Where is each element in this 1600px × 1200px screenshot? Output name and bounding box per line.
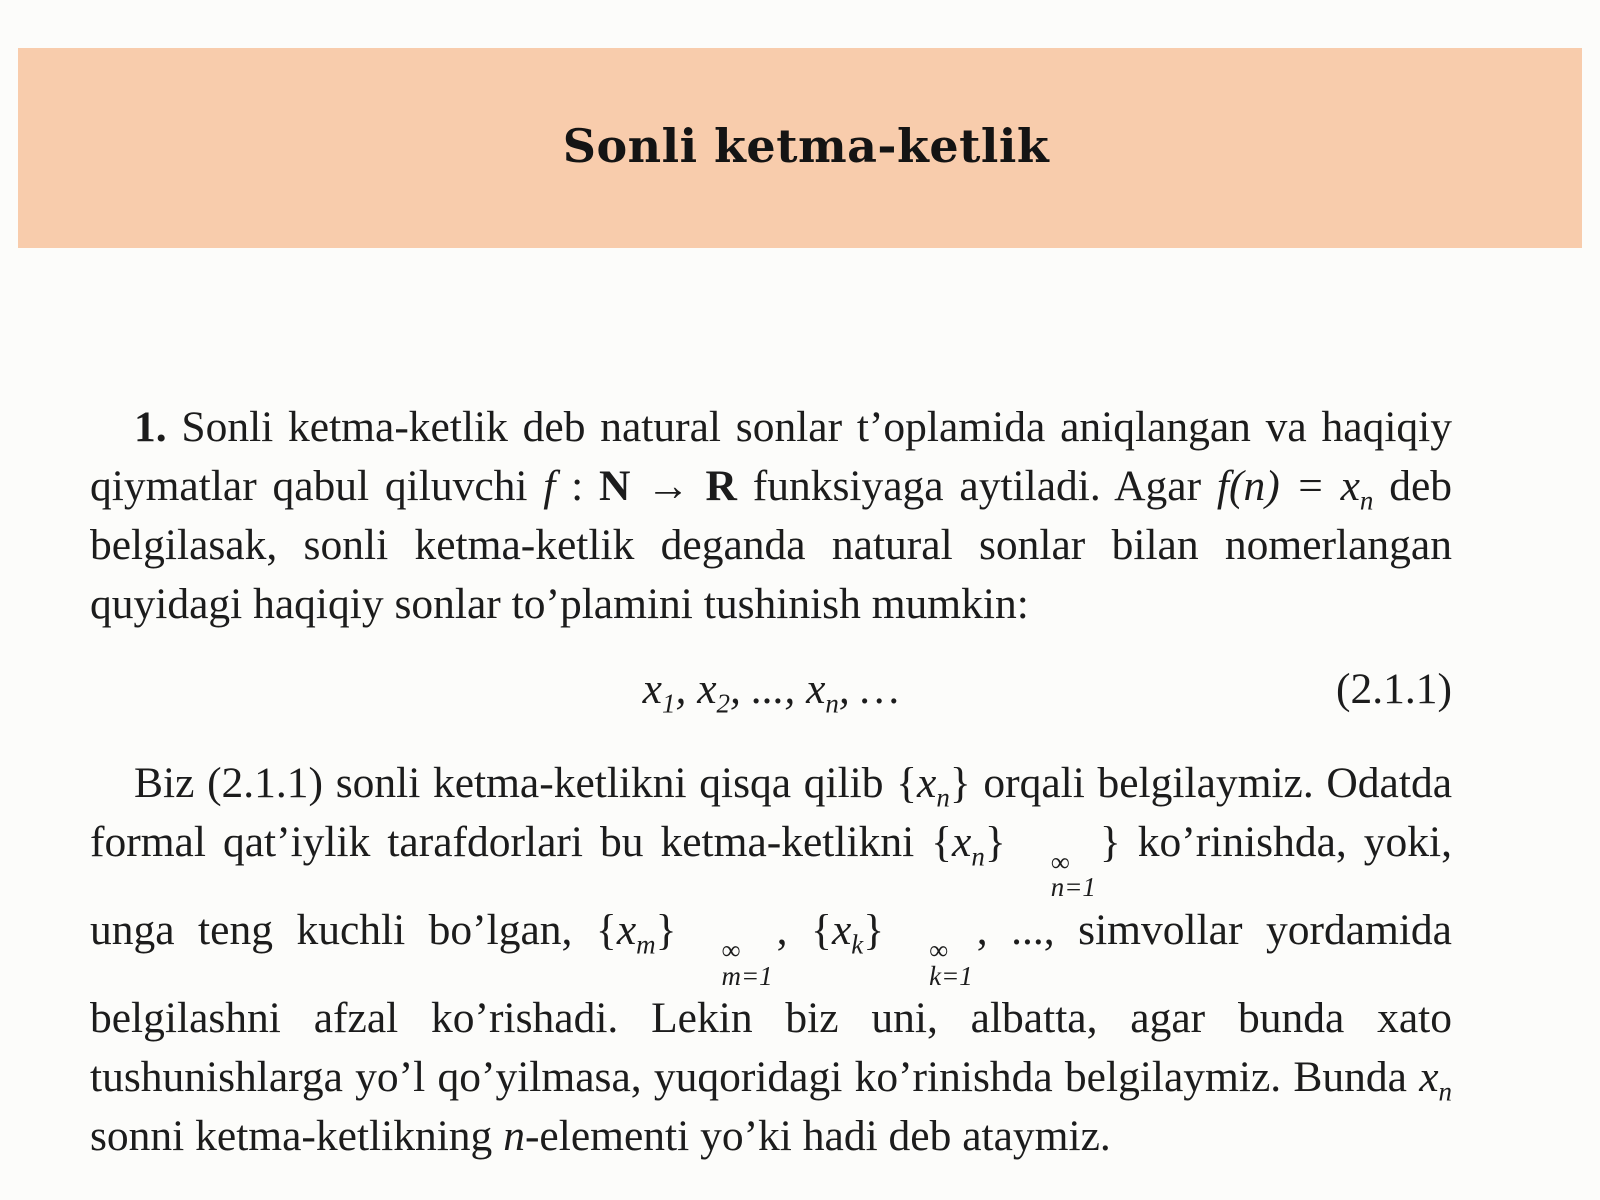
content-body <box>90 398 1452 1166</box>
math-expression: (n) = x <box>1228 462 1360 510</box>
math-x: x <box>616 906 637 955</box>
text-fragment: funksiyaga aytiladi. Agar <box>736 462 1217 510</box>
math-subscript: n <box>1359 485 1374 516</box>
limits <box>678 934 773 991</box>
lower-limit: m=1 <box>721 960 773 991</box>
text-fragment: } ko’rinishda, yoki, unga teng kuchli bo’lgan, { <box>90 818 1453 955</box>
infinity-symbol: ∞ <box>721 934 741 965</box>
definition-paragraph <box>90 398 1452 634</box>
equation-number: (2.1.1) <box>1336 665 1452 713</box>
math-x: x <box>917 759 937 807</box>
text-fragment: deb belgilasak, sonli ketma-ketlik deganda natural sonlar bilan nomerlangan quyidagi haqiqiy sonlar to’plamini tushinish mumkin: <box>90 462 1453 628</box>
ellipsis: , … <box>838 665 900 713</box>
math-subscript: 2 <box>716 688 730 719</box>
text-fragment: : <box>555 462 600 510</box>
math-subscript: n <box>825 688 839 719</box>
math-subscript: n <box>971 841 985 872</box>
sequence-equation <box>90 660 1452 719</box>
math-symbol-f: f <box>1216 462 1229 510</box>
text-fragment: -elementi yo’ki hadi deb ataymiz. <box>524 1112 1111 1161</box>
item-number: 1. <box>134 403 167 451</box>
infinity-symbol: ∞ <box>929 934 949 965</box>
notation-paragraph: Biz (2.1.1) sonli ketma-ketlikni qisqa qilib $\{x_n\}$ orqali belgilaymiz. Odatda formal qat’iylik tarafdorlari bu ketma-ketlikni $\{x_n\}$ ∞ n=1 } ko’rinishda, yoki, unga teng kuchli bo’lgan, $\{x_m\}$ ∞ m=1 , $\{x_k\}$ ∞ k=1 , ..., simvollar yordamida belgilashni afzal ko’rishadi. Lekin biz uni, albatta, agar bunda xato tushunishlarga yo’l qo’yilmasa, yuqoridagi ko’rinishda belgilaymiz. Bunda $x_n$ sonni ketma-ketlikning n-elementi yo’ki hadi deb ataymiz. <box>90 759 1453 1161</box>
math-x: x <box>697 665 717 713</box>
arrow-symbol: → <box>630 462 706 510</box>
math-x: x <box>806 665 826 713</box>
equation-row <box>90 660 1452 734</box>
limits <box>1007 846 1096 903</box>
text-fragment: sonni ketma-ketlikning <box>90 1112 504 1161</box>
math-subscript: m <box>636 929 656 960</box>
text-fragment: Biz (2.1.1) sonli ketma-ketlikni qisqa qilib { <box>134 759 918 807</box>
math-n: n <box>503 1112 525 1161</box>
text-fragment: } orqali belgilaymiz. Odatda formal qat’iylik tarafdorlari bu ketma-ketlikni { <box>90 759 1452 866</box>
math-x: x <box>952 818 972 866</box>
infinity-symbol: ∞ <box>1050 846 1070 877</box>
natural-numbers-symbol: N <box>599 462 631 510</box>
math-subscript: n <box>936 782 950 813</box>
math-symbol-f: f <box>543 462 556 510</box>
real-numbers-symbol: R <box>705 462 737 510</box>
math-subscript: k <box>851 929 864 960</box>
math-x: x <box>1419 1053 1439 1102</box>
title-banner <box>18 48 1582 248</box>
separator: , <box>675 665 698 713</box>
separator: , <box>729 665 752 713</box>
limits <box>885 934 973 991</box>
math-subscript: n <box>1438 1076 1452 1107</box>
math-x: x <box>831 906 852 955</box>
text-fragment: Sonli ketma-ketlik deb natural sonlar t’oplamida aniqlangan va haqiqiy qiymatlar qabul qiluvchi <box>90 403 1452 510</box>
lower-limit: n=1 <box>1050 872 1096 903</box>
ellipsis: ... <box>751 665 785 713</box>
math-subscript: 1 <box>661 688 676 719</box>
text-fragment: , ..., simvollar yordamida belgilashni afzal ko’rishadi. Lekin biz uni, albatta, agar bunda xato tushunishlarga yo’l qo’yilmasa, yuqoridagi ko’rinishda belgilaymiz. Bunda <box>90 906 1452 1102</box>
slide-title: Sonli ketma-ketlik <box>562 119 1050 173</box>
lower-limit: k=1 <box>929 960 973 991</box>
separator: , <box>784 665 807 713</box>
math-x: x <box>642 665 662 713</box>
